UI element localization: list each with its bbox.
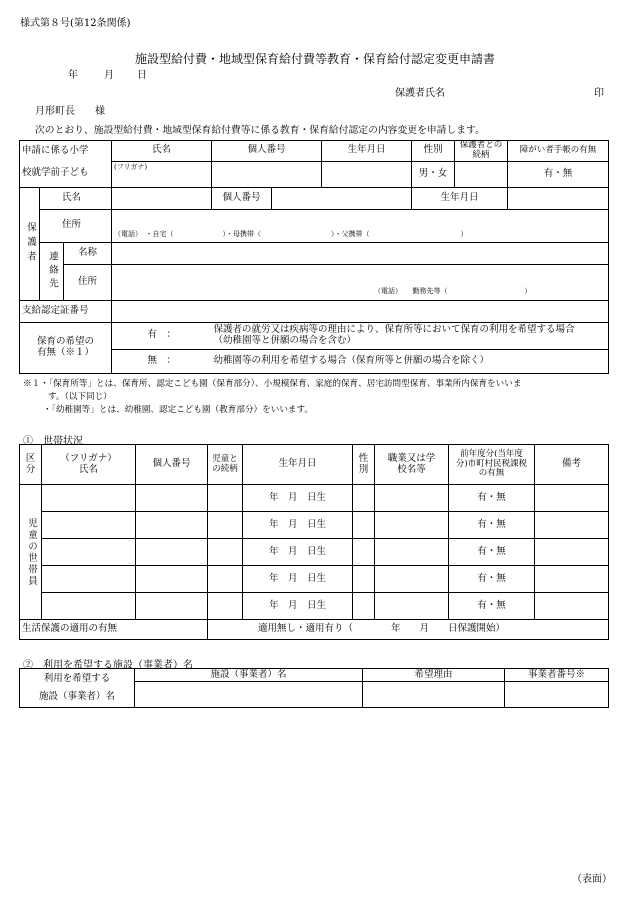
- hh-job-field[interactable]: [375, 485, 449, 512]
- hh-remarks-field[interactable]: [535, 566, 609, 593]
- hope-label-2: 有無（※１）: [37, 346, 95, 358]
- intro-text: 次のとおり、施設型給付費・地域型保育給付費等に係る教育・保育給付認定の内容変更を申請します。: [35, 125, 485, 136]
- hh-sex-field[interactable]: [353, 566, 375, 593]
- hh-relation-field[interactable]: [208, 512, 243, 539]
- hh-tax-field[interactable]: 有・無: [449, 512, 535, 539]
- contact-phone-line: （電話） 勤務先等（ ）: [374, 286, 532, 295]
- household-heading: ① 世帯状況: [23, 436, 83, 447]
- facility-label: [20, 669, 135, 708]
- table-row: [20, 566, 609, 593]
- hh-header-tax: 前年度分(当年度分)市町村民税課税の有無: [449, 445, 535, 485]
- hh-relation-field[interactable]: [208, 593, 243, 620]
- hope-label: [20, 322, 112, 373]
- welfare-label: 生活保護の適用の有無: [20, 620, 208, 640]
- hh-job-field[interactable]: [375, 512, 449, 539]
- child-disability-field[interactable]: 有・無: [508, 161, 609, 187]
- hope-yes-text-1: 保護者の就労又は疾病等の理由により、保育所等において保育の利用を希望する場合: [213, 323, 575, 335]
- child-dob-field[interactable]: [322, 161, 412, 187]
- hh-header-relation: 児童との続柄: [208, 445, 243, 485]
- contact-address-label: 住所: [64, 264, 112, 300]
- contact-name-label: 名称: [64, 242, 112, 264]
- hh-remarks-field[interactable]: [535, 593, 609, 620]
- hh-id-field[interactable]: [136, 593, 208, 620]
- hh-name-field[interactable]: [42, 539, 136, 566]
- hope-no-text: 幼稚園等の利用を希望する場合（保育所等と併願の場合を除く）: [212, 349, 609, 373]
- hh-tax-field[interactable]: 有・無: [449, 566, 535, 593]
- facility-heading: ② 利用を希望する施設（事業者）名: [23, 660, 193, 671]
- guardian-id-label: 個人番号: [212, 187, 272, 209]
- note-line-1: ※１・「保育所等」とは、保育所、認定こども園（保育部分）、小規模保育、家庭的保育、居宅訪問型保育、事業所内保育をいいま: [23, 379, 522, 389]
- facility-label-1: 利用を希望する: [43, 672, 111, 684]
- guardian-dob-field[interactable]: [508, 187, 609, 209]
- form-number: 様式第８号(第12条関係): [20, 18, 131, 29]
- child-label-2: 校就学前子ども: [20, 161, 112, 187]
- form-title: 施設型給付費・地域型保育給付費等教育・保育給付認定変更申請書: [134, 52, 495, 66]
- table-row: [20, 539, 609, 566]
- hope-no-label[interactable]: 無 ：: [112, 349, 212, 373]
- child-sex-header: 性別: [412, 141, 455, 162]
- hh-id-field[interactable]: [136, 566, 208, 593]
- hh-dob-field[interactable]: 年 月 日生: [243, 539, 353, 566]
- hh-remarks-field[interactable]: [535, 539, 609, 566]
- hh-header-name: （フリガナ）氏名: [42, 445, 136, 485]
- child-relation-field[interactable]: [455, 161, 508, 187]
- hh-job-field[interactable]: [375, 539, 449, 566]
- hope-yes-text: [212, 322, 609, 349]
- hh-dob-field[interactable]: 年 月 日生: [243, 485, 353, 512]
- note-line-2: す。（以下同じ）: [48, 392, 112, 402]
- facility-reason-field[interactable]: [363, 682, 505, 708]
- child-name-field[interactable]: [112, 161, 212, 187]
- hh-remarks-field[interactable]: [535, 512, 609, 539]
- guardian-phone-line: （電話） ・自宅（ ）・母携帯（ ）・父携帯（ ）: [114, 229, 468, 238]
- note-line-3: ・「幼稚園等」とは、幼稚園、認定こども園（教育部分）をいいます。: [43, 405, 314, 415]
- hh-header-kubun: 区分: [20, 445, 42, 485]
- page-side-label: （表面）: [572, 874, 612, 885]
- child-name-header: 氏名: [112, 141, 212, 162]
- hh-header-dob: 生年月日: [243, 445, 353, 485]
- hh-header-remarks: 備考: [535, 445, 609, 485]
- hh-sex-field[interactable]: [353, 485, 375, 512]
- contact-address-field[interactable]: [112, 264, 609, 300]
- guardian-dob-label: 生年月日: [412, 187, 508, 209]
- facility-label-2: 施設（事業者）名: [38, 691, 115, 702]
- facility-table: [19, 668, 609, 708]
- application-table: [19, 140, 609, 374]
- child-label-1: 申請に係る小学: [20, 141, 112, 162]
- guardian-name-label: 保護者氏名: [395, 88, 445, 99]
- facility-name-header: 施設（事業者）名: [135, 669, 363, 682]
- child-id-header: 個人番号: [212, 141, 322, 162]
- hh-relation-field[interactable]: [208, 539, 243, 566]
- date-year: 年: [68, 70, 78, 81]
- guardian-section-label: 保護者: [20, 187, 40, 300]
- guardian-name-label-cell: 氏名: [40, 187, 112, 209]
- table-row: [20, 593, 609, 620]
- hh-id-field[interactable]: [136, 539, 208, 566]
- contact-section-label: 連絡先: [40, 242, 64, 300]
- hh-sex-field[interactable]: [353, 512, 375, 539]
- household-table: [19, 444, 609, 640]
- guardian-address-label: 住所: [40, 209, 112, 242]
- child-disability-header: 障がい者手帳の有無: [508, 141, 609, 162]
- hh-dob-field[interactable]: 年 月 日生: [243, 566, 353, 593]
- facility-reason-header: 希望理由: [363, 669, 505, 682]
- facility-number-field[interactable]: [505, 682, 609, 708]
- hh-dob-field[interactable]: 年 月 日生: [243, 512, 353, 539]
- hh-tax-field[interactable]: 有・無: [449, 485, 535, 512]
- hh-sex-field[interactable]: [353, 593, 375, 620]
- date-month: 月: [104, 70, 114, 81]
- hh-tax-field[interactable]: 有・無: [449, 539, 535, 566]
- guardian-id-field[interactable]: [272, 187, 412, 209]
- guardian-name-field[interactable]: [112, 187, 212, 209]
- furigana-label: (フリガナ): [114, 162, 148, 171]
- table-row: [20, 512, 609, 539]
- welfare-field[interactable]: 適用無し・適用有り（ 年 月 日保護開始）: [208, 620, 609, 640]
- child-dob-header: 生年月日: [322, 141, 412, 162]
- hh-id-field[interactable]: [136, 485, 208, 512]
- seal-mark: 印: [594, 88, 604, 99]
- hope-label-1: 保育の希望の: [37, 335, 95, 347]
- hh-header-id: 個人番号: [136, 445, 208, 485]
- cert-number-field[interactable]: [112, 300, 609, 322]
- table-row: [20, 485, 609, 512]
- hh-header-sex: 性別: [353, 445, 375, 485]
- facility-name-field[interactable]: [135, 682, 363, 708]
- hh-job-field[interactable]: [375, 593, 449, 620]
- hh-remarks-field[interactable]: [535, 485, 609, 512]
- contact-name-field[interactable]: [112, 242, 609, 264]
- hh-name-field[interactable]: [42, 566, 136, 593]
- hh-tax-field[interactable]: 有・無: [449, 593, 535, 620]
- hh-name-field[interactable]: [42, 512, 136, 539]
- hh-sex-field[interactable]: [353, 539, 375, 566]
- hh-job-field[interactable]: [375, 566, 449, 593]
- child-id-field[interactable]: [212, 161, 322, 187]
- hope-yes-label[interactable]: 有 ：: [112, 322, 212, 349]
- child-sex-field[interactable]: 男・女: [412, 161, 455, 187]
- child-relation-header: 保護者との続柄: [455, 141, 508, 162]
- hope-yes-text-2: （幼稚園等と併願の場合を含む）: [213, 334, 357, 346]
- hh-relation-field[interactable]: [208, 566, 243, 593]
- hh-relation-field[interactable]: [208, 485, 243, 512]
- hh-id-field[interactable]: [136, 512, 208, 539]
- addressee: 月形町長 様: [35, 106, 105, 117]
- facility-number-header: 事業者番号※: [505, 669, 609, 682]
- date-day: 日: [137, 70, 147, 81]
- hh-name-field[interactable]: [42, 485, 136, 512]
- cert-number-label: 支給認定証番号: [20, 300, 112, 322]
- hh-header-job: 職業又は学校名等: [375, 445, 449, 485]
- hh-dob-field[interactable]: 年 月 日生: [243, 593, 353, 620]
- household-section-label: 児童の世帯員: [20, 485, 42, 620]
- hh-name-field[interactable]: [42, 593, 136, 620]
- guardian-address-field[interactable]: [112, 209, 609, 242]
